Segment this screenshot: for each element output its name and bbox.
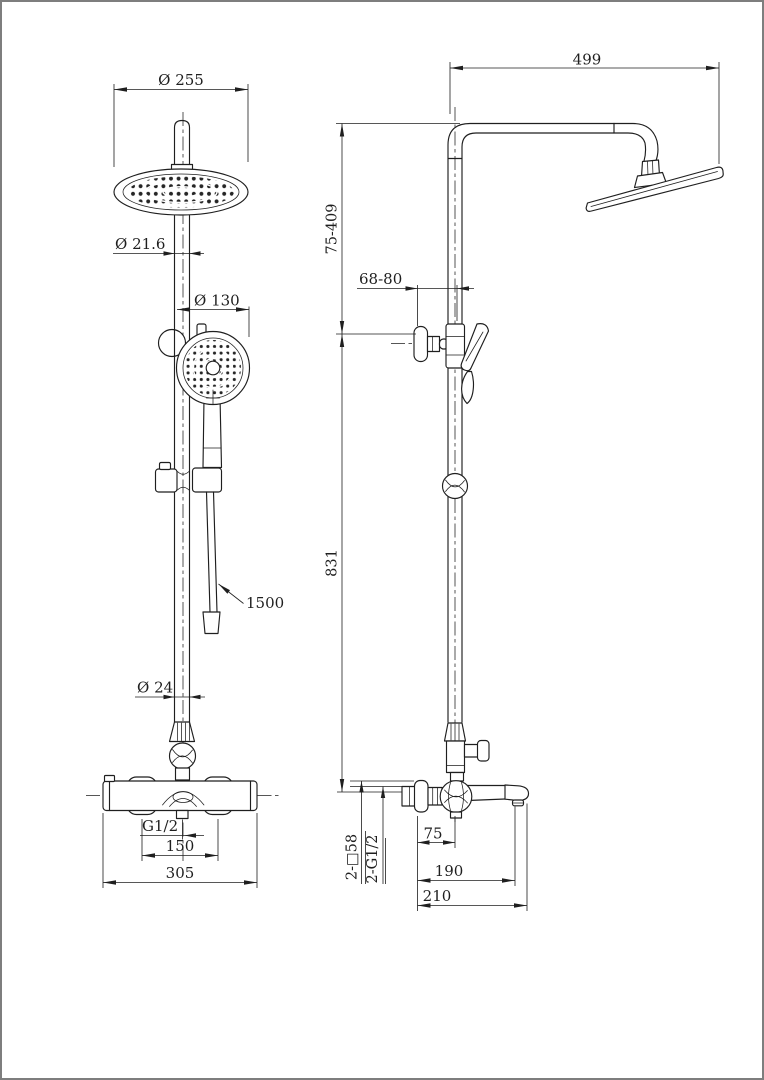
- dim-side-wall-to-spout: [418, 807, 516, 887]
- dim-label-arm-reach: 499: [572, 50, 602, 69]
- side-mixer-valve: [402, 781, 529, 819]
- dim-side-riser-height: [325, 334, 417, 792]
- dim-side-height-range: [325, 124, 461, 335]
- front-lower-connector: [170, 722, 196, 780]
- front-riser-pipe: [175, 216, 190, 723]
- dim-side-bracket-range: [357, 270, 474, 326]
- front-mixer-valve: [103, 776, 257, 819]
- side-overhead-shower: [586, 160, 723, 211]
- dim-label-inlet-spacing: 150: [165, 837, 195, 855]
- dim-label-height-range: 75-409: [324, 203, 341, 255]
- dim-label-bracket-range: 68-80: [359, 270, 403, 288]
- front-overhead-shower: [114, 121, 248, 216]
- dim-label-head-diameter: Ø 255: [158, 71, 204, 89]
- dim-label-wall-to-spout: 190: [434, 862, 464, 880]
- side-diverter: [445, 723, 490, 781]
- dim-label-overall-depth: 210: [422, 887, 452, 905]
- dim-label-inlet-threads: 2-G1/2: [365, 834, 381, 884]
- side-riser-and-arm: [448, 124, 658, 723]
- dim-label-riser-height: 831: [324, 549, 341, 577]
- dim-label-riser-diameter: Ø 24: [137, 678, 174, 697]
- front-hand-shower: [177, 324, 250, 468]
- dim-label-body-width: 305: [165, 864, 195, 882]
- front-view: [86, 71, 284, 888]
- side-view: [325, 51, 724, 912]
- dim-label-hose-length: 1500: [246, 594, 285, 612]
- dim-front-hose-length: [219, 584, 285, 612]
- dim-front-top-pipe-diameter: [113, 235, 204, 256]
- dim-front-riser-diameter: [135, 679, 205, 700]
- dim-side-overall-depth: [418, 804, 528, 912]
- dim-label-square-flanges: 2-□58: [344, 833, 361, 881]
- dim-front-hand-shower-diameter: [177, 292, 249, 338]
- dim-label-top-pipe-diameter: Ø 21.6: [115, 235, 166, 253]
- side-ball-joint: [443, 474, 468, 499]
- dim-front-head-diameter: [114, 71, 248, 167]
- front-hose: [203, 492, 220, 634]
- dim-label-outlet-thread: G1/2: [142, 817, 179, 835]
- dim-label-hand-shower-diameter: Ø 130: [194, 291, 240, 310]
- dim-side-wall-to-riser: [418, 816, 456, 848]
- side-wall-bracket: [414, 324, 489, 404]
- dim-label-wall-to-riser: 75: [423, 824, 443, 843]
- dim-side-arm-reach: [450, 51, 719, 165]
